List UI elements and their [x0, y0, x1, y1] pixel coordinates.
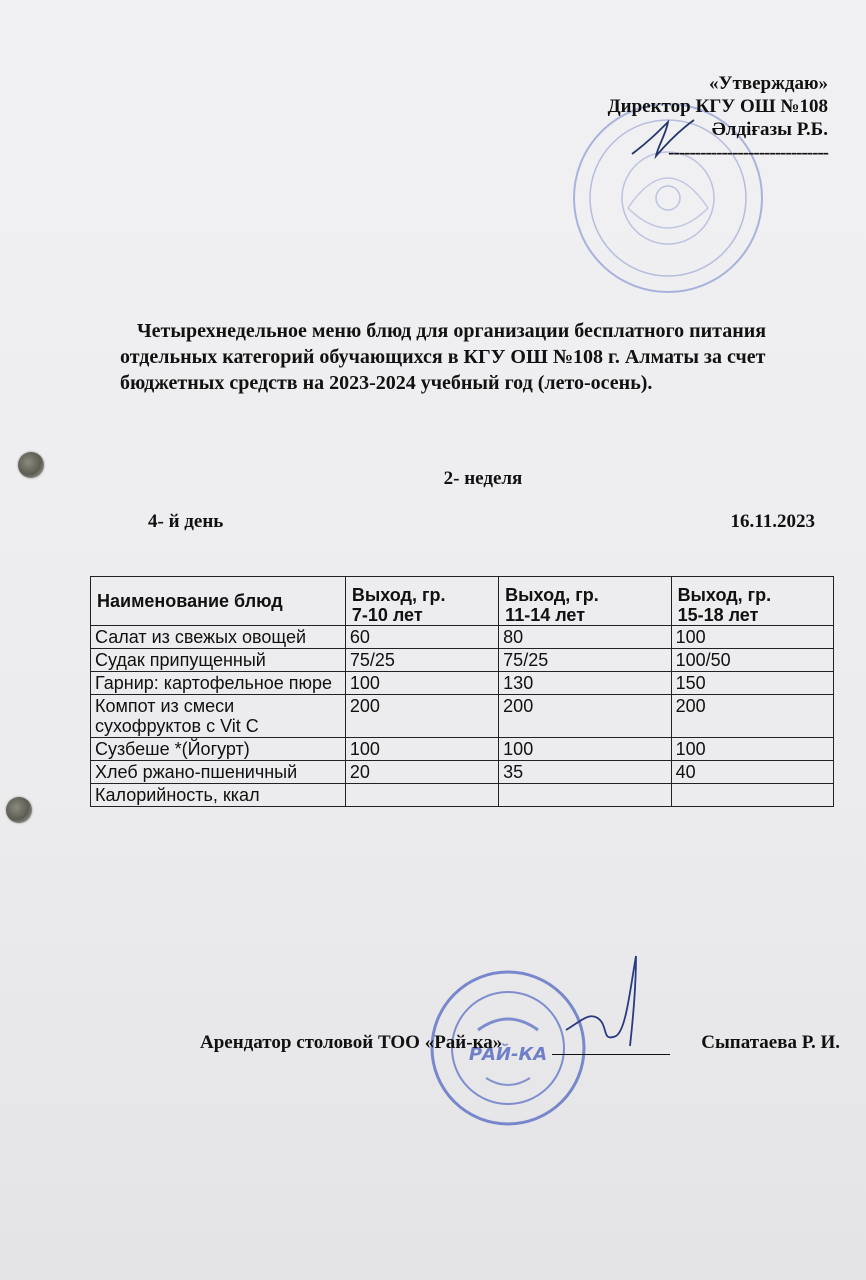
tenant-signature [560, 950, 650, 1060]
portion-15-18: 200 [671, 695, 833, 738]
table-row [91, 626, 834, 649]
header-age-7-10: Выход, гр. 7-10 лет [345, 577, 498, 626]
portion-11-14: 100 [499, 738, 671, 761]
portion-7-10 [345, 784, 498, 807]
day-label: 4- й день [148, 511, 224, 532]
portion-7-10: 75/25 [345, 649, 498, 672]
portion-15-18: 100/50 [671, 649, 833, 672]
header-age-15-18: Выход, гр. 15-18 лет [671, 577, 833, 626]
title-line-1: Четырехнедельное меню блюд для организации бесплатного питания [137, 320, 767, 342]
portion-15-18 [671, 784, 833, 807]
portion-11-14: 130 [499, 672, 671, 695]
portion-11-14: 200 [499, 695, 671, 738]
portion-11-14: 75/25 [499, 649, 671, 672]
tenant-signer-name: Сыпатаева Р. И. [701, 1032, 840, 1053]
portion-11-14: 80 [499, 626, 671, 649]
approve-heading: «Утверждаю» [709, 73, 828, 94]
header-age-11-14: Выход, гр. 11-14 лет [499, 577, 671, 626]
table-row [91, 649, 834, 672]
dish-name: Калорийность, ккал [91, 784, 346, 807]
portion-15-18: 100 [671, 738, 833, 761]
stamp-center-text: РАЙ-КА [468, 1044, 548, 1065]
table-row [91, 761, 834, 784]
portion-15-18: 100 [671, 626, 833, 649]
signature-line: ------------------------------ [668, 142, 828, 163]
table-row [91, 784, 834, 807]
table-row [91, 695, 834, 738]
tenant-label: Арендатор столовой ТОО «Рай-ка» [200, 1032, 503, 1053]
dish-name: Гарнир: картофельное пюре [91, 672, 346, 695]
menu-date: 16.11.2023 [730, 511, 815, 532]
header-dish-name: Наименование блюд [91, 577, 346, 626]
dish-name: Сузбеше *(Йогурт) [91, 738, 346, 761]
portion-7-10: 100 [345, 738, 498, 761]
dish-name: Салат из свежых овощей [91, 626, 346, 649]
document-title [120, 318, 820, 396]
title-line-3: бюджетных средств на 2023-2024 учебный год (лето-осень). [120, 372, 653, 394]
table-row [91, 672, 834, 695]
portion-7-10: 60 [345, 626, 498, 649]
director-position: Директор КГУ ОШ №108 [607, 96, 828, 117]
week-label: 2- неделя [443, 468, 523, 489]
table-row [91, 738, 834, 761]
approval-block [608, 72, 828, 164]
title-line-2: отдельных категорий обучающихся в КГУ ОШ №108 г. Алматы за счет [120, 346, 766, 368]
director-name: Әлдіғазы Р.Б. [711, 119, 828, 140]
portion-11-14 [499, 784, 671, 807]
dish-name: Хлеб ржано-пшеничный [91, 761, 346, 784]
dish-name: Судак припущенный [91, 649, 346, 672]
menu-table [90, 576, 834, 807]
portion-7-10: 200 [345, 695, 498, 738]
portion-7-10: 100 [345, 672, 498, 695]
portion-15-18: 150 [671, 672, 833, 695]
portion-11-14: 35 [499, 761, 671, 784]
dish-name: Компот из смеси сухофруктов с Vit C [91, 695, 346, 738]
tenant-sign-line [552, 1054, 670, 1055]
portion-7-10: 20 [345, 761, 498, 784]
punch-hole-bottom [6, 797, 32, 823]
table-header-row [91, 577, 834, 626]
portion-15-18: 40 [671, 761, 833, 784]
